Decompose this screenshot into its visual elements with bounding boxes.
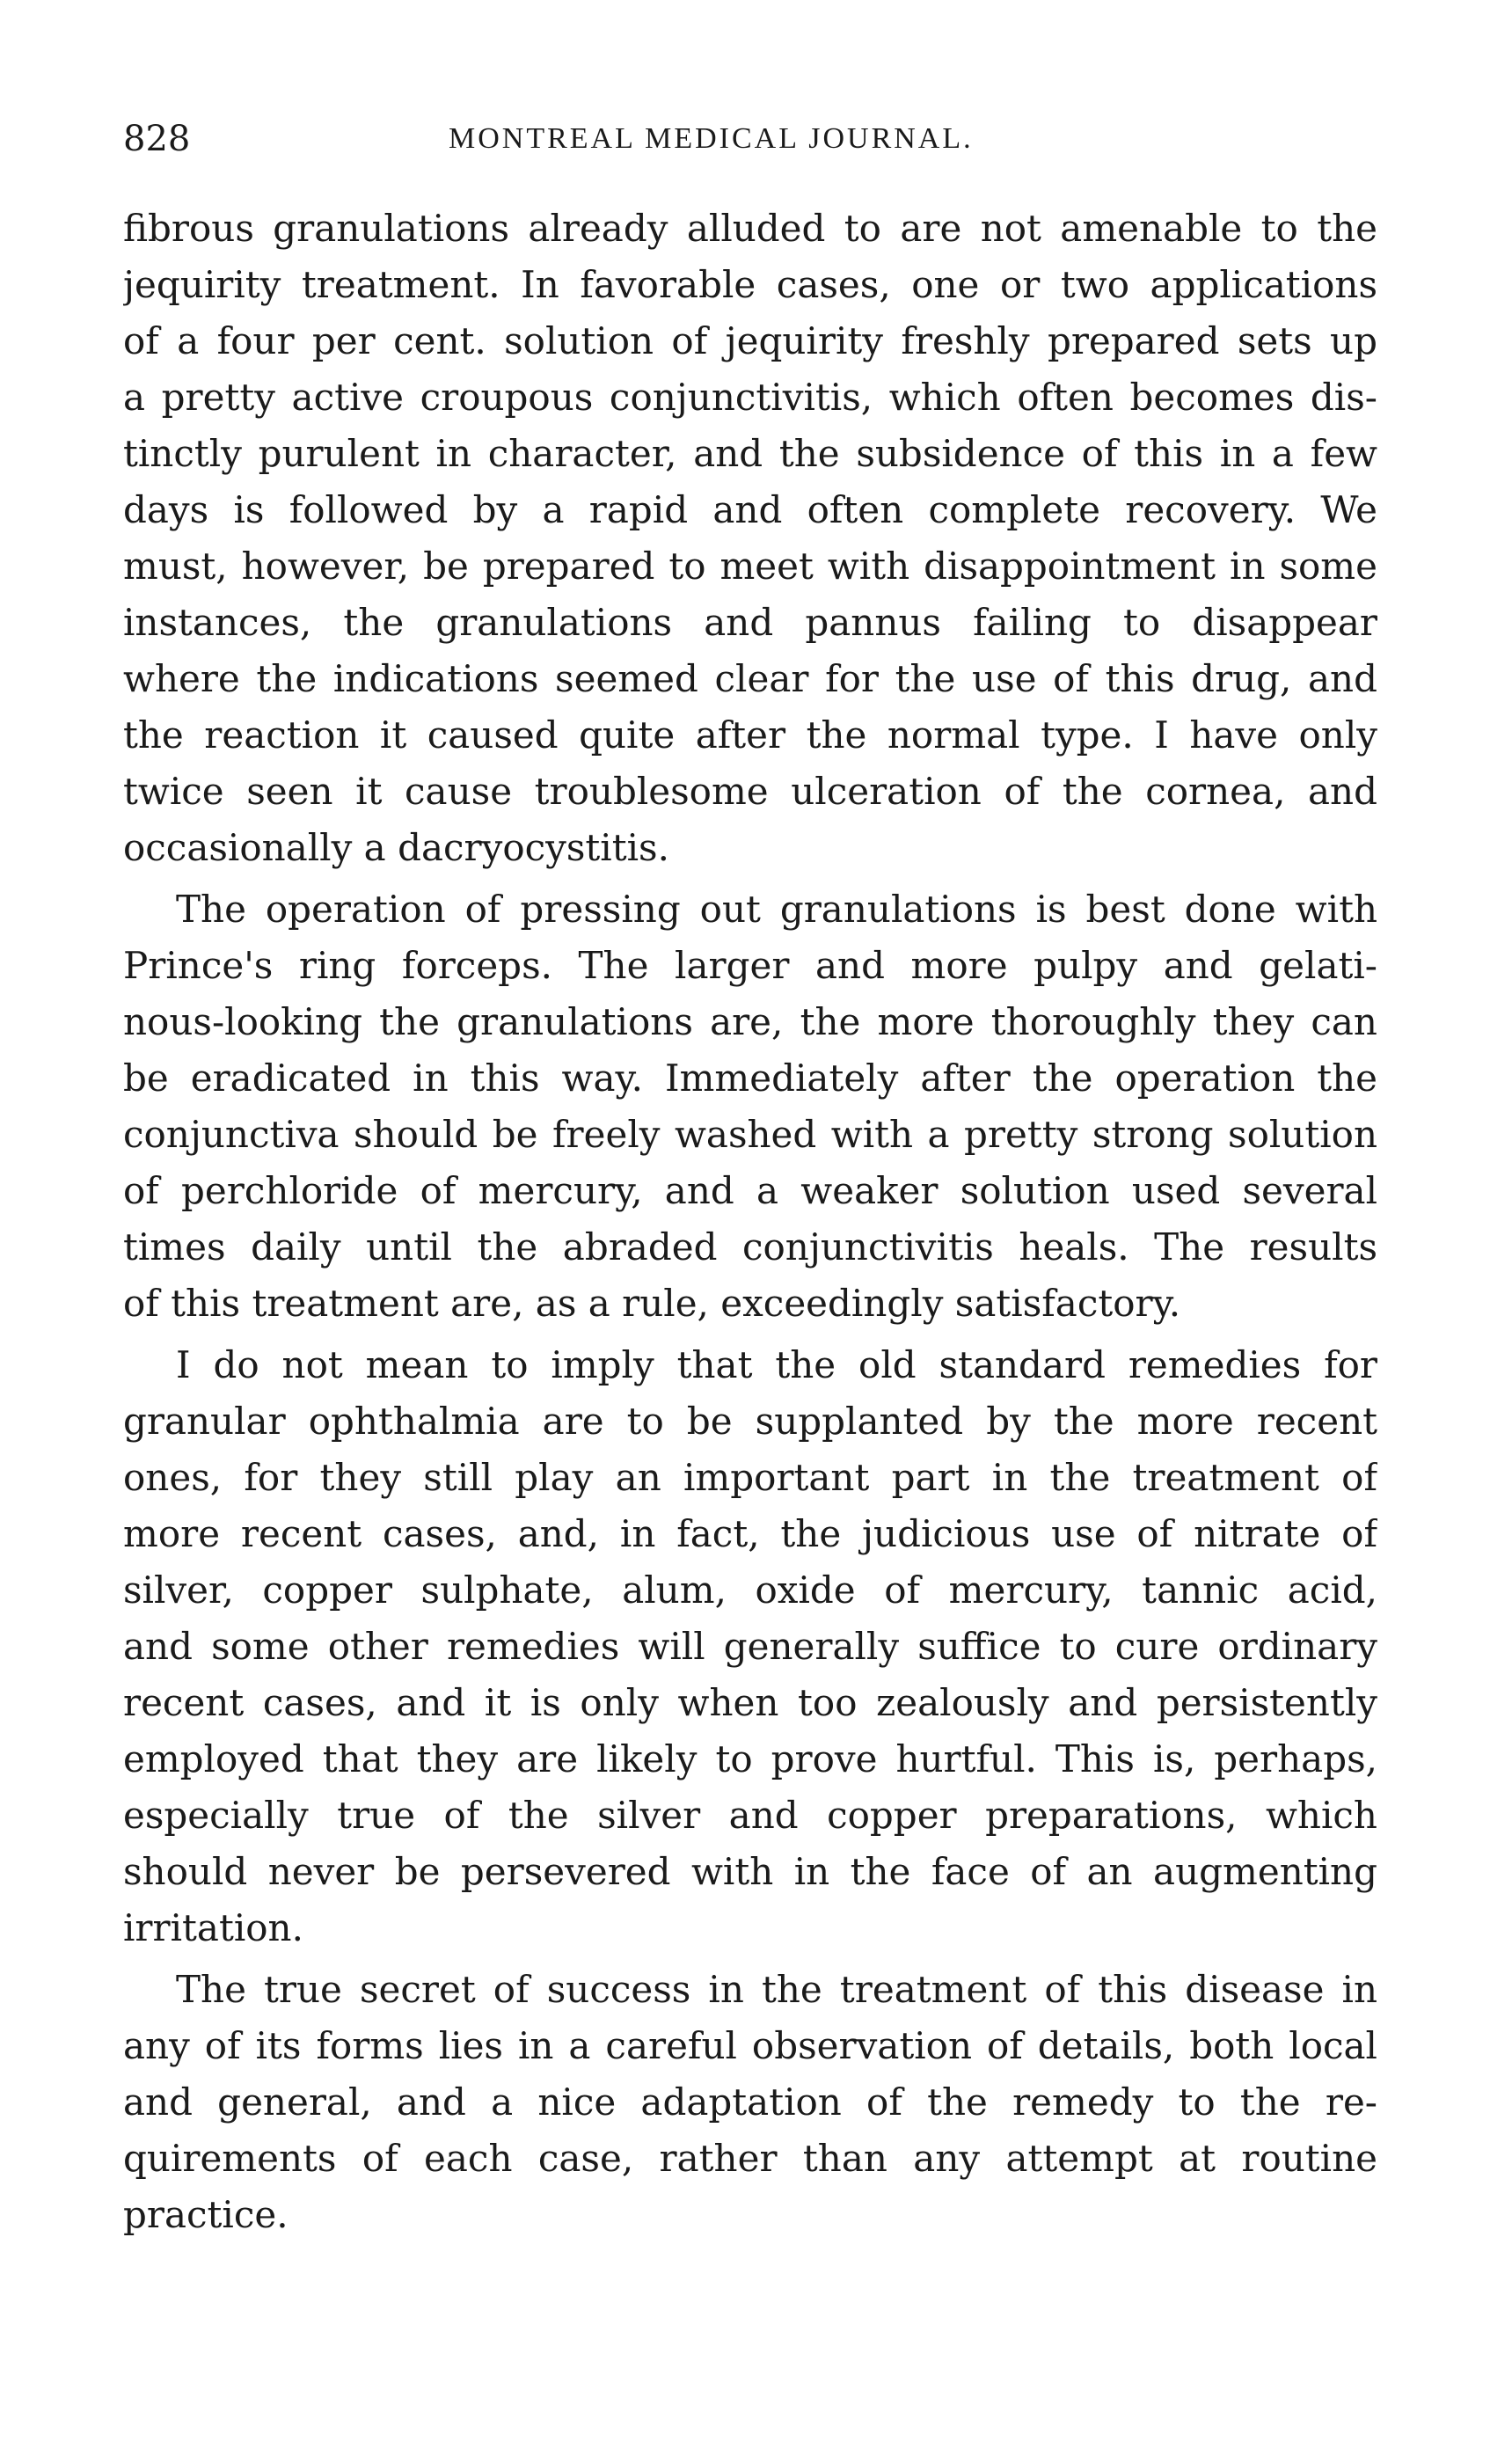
text-line: irritation. [123, 1906, 303, 1949]
text-line: conjunctiva should be freely washed with a pretty strong solution [123, 1113, 1377, 1156]
text-line: especially true of the silver and copper preparations, which [123, 1794, 1377, 1837]
paragraph [123, 1962, 1377, 2243]
paragraph [123, 201, 1377, 876]
text-line: Prince's ring forceps. The larger and more pulpy and gelati- [123, 944, 1377, 987]
paragraph [123, 1337, 1377, 1956]
text-line: and general, and a nice adaptation of the remedy to the re- [123, 2080, 1377, 2124]
running-head [123, 113, 1372, 165]
text-line: granular ophthalmia are to be supplanted by the more recent [123, 1400, 1377, 1443]
text-line: the reaction it caused quite after the normal type. I have only [123, 713, 1377, 757]
page-number: 828 [123, 119, 191, 159]
text-line: practice. [123, 2193, 289, 2236]
text-line: be eradicated in this way. Immediately after the operation the [123, 1057, 1377, 1100]
text-line: The true secret of success in the treatment of this disease in [176, 1968, 1377, 2011]
text-line: I do not mean to imply that the old standard remedies for [176, 1343, 1377, 1386]
text-line: where the indications seemed clear for the use of this drug, and [123, 657, 1377, 700]
text-line: fibrous granulations already alluded to are not amenable to the [123, 207, 1377, 250]
text-line: must, however, be prepared to meet with disappointment in some [123, 545, 1377, 588]
text-line: a pretty active croupous conjunctivitis, which often becomes dis- [123, 376, 1377, 419]
text-line: silver, copper sulphate, alum, oxide of mercury, tannic acid, [123, 1568, 1377, 1612]
text-line: jequirity treatment. In favorable cases, one or two applications [123, 263, 1377, 306]
text-line: any of its forms lies in a careful observation of details, both local [123, 2024, 1377, 2067]
text-line: occasionally a dacryocystitis. [123, 826, 669, 869]
text-line: twice seen it cause troublesome ulceration of the cornea, and [123, 770, 1377, 813]
text-line: of this treatment are, as a rule, exceedingly satisfactory. [123, 1282, 1181, 1325]
text-line: employed that they are likely to prove hurtful. This is, perhaps, [123, 1737, 1377, 1780]
text-line: and some other remedies will generally suffice to cure ordinary [123, 1625, 1377, 1668]
text-line: ones, for they still play an important part in the treatment of [123, 1456, 1377, 1499]
text-line: nous-looking the granulations are, the more thoroughly they can [123, 1000, 1377, 1043]
journal-title: MONTREAL MEDICAL JOURNAL. [449, 122, 974, 155]
text-line: of perchloride of mercury, and a weaker solution used several [123, 1169, 1377, 1212]
article-body [123, 201, 1377, 2243]
text-line: times daily until the abraded conjunctivitis heals. The results [123, 1225, 1377, 1269]
text-line: should never be persevered with in the face of an augmenting [123, 1850, 1377, 1893]
paragraph [123, 881, 1377, 1332]
text-line: tinctly purulent in character, and the subsidence of this in a few [123, 432, 1377, 475]
text-line: instances, the granulations and pannus failing to disappear [123, 601, 1377, 644]
text-line: recent cases, and it is only when too zealously and persistently [123, 1681, 1377, 1724]
text-line: quirements of each case, rather than any attempt at routine [123, 2137, 1377, 2180]
text-line: days is followed by a rapid and often complete recovery. We [123, 488, 1377, 531]
text-line: The operation of pressing out granulations is best done with [176, 888, 1377, 931]
text-line: more recent cases, and, in fact, the judicious use of nitrate of [123, 1512, 1377, 1555]
text-line: of a four per cent. solution of jequirity freshly prepared sets up [123, 319, 1377, 362]
